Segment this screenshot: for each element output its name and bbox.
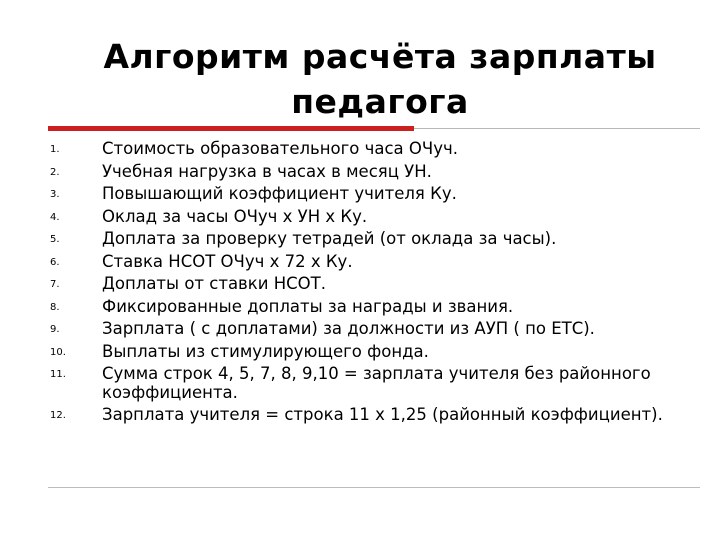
list-item [50,140,700,159]
list-item [50,298,700,317]
list-item [50,365,700,402]
list-item [50,320,700,339]
list-item [50,406,700,425]
item-number: 10. [50,346,66,358]
slide-title-line-2: педагога [291,82,469,121]
list-item [50,208,700,227]
item-text: Сумма строк 4, 5, 7, 8, 9,10 = зарплата учителя без районного коэффициента. [102,364,651,402]
list-item [50,230,700,249]
list-item [50,185,700,204]
list-item [50,163,700,182]
item-text: Доплата за проверку тетрадей (от оклада за часы). [102,229,557,248]
item-number: 7. [50,279,60,290]
footer-divider-line [48,487,700,488]
item-number: 6. [50,256,60,268]
item-text: Зарплата ( с доплатами) за должности из АУП ( по ЕТС). [102,319,595,338]
item-number: 11. [50,369,66,380]
item-number: 1. [50,144,60,155]
item-number: 3. [50,189,60,200]
item-number: 8. [50,301,60,313]
item-text: Зарплата учителя = строка 11 х 1,25 (районный коэффициент). [102,405,663,424]
title-accent-bar [48,126,414,131]
slide-title [60,34,700,124]
item-text: Выплаты из стимулирующего фонда. [102,341,429,361]
list-item [50,343,700,362]
item-number: 12. [50,410,66,421]
item-number: 5. [50,234,60,245]
item-text: Ставка НСОТ ОЧуч х 72 х Ку. [102,251,353,271]
item-number: 2. [50,166,60,178]
slide-title-line-1: Алгоритм расчёта зарплаты [103,37,657,76]
item-text: Учебная нагрузка в часах в месяц УН. [102,161,432,181]
list-item [50,275,700,294]
item-text: Доплаты от ставки НСОТ. [102,274,326,293]
item-number: 4. [50,211,60,223]
item-text: Повышающий коэффициент учителя Ку. [102,184,457,203]
item-text: Стоимость образовательного часа ОЧуч. [102,139,458,158]
algorithm-steps-list [50,140,700,429]
item-text: Фиксированные доплаты за награды и звания. [102,296,514,316]
item-number: 9. [50,324,60,335]
list-item [50,253,700,272]
item-text: Оклад за часы ОЧуч х УН х Ку. [102,206,368,226]
